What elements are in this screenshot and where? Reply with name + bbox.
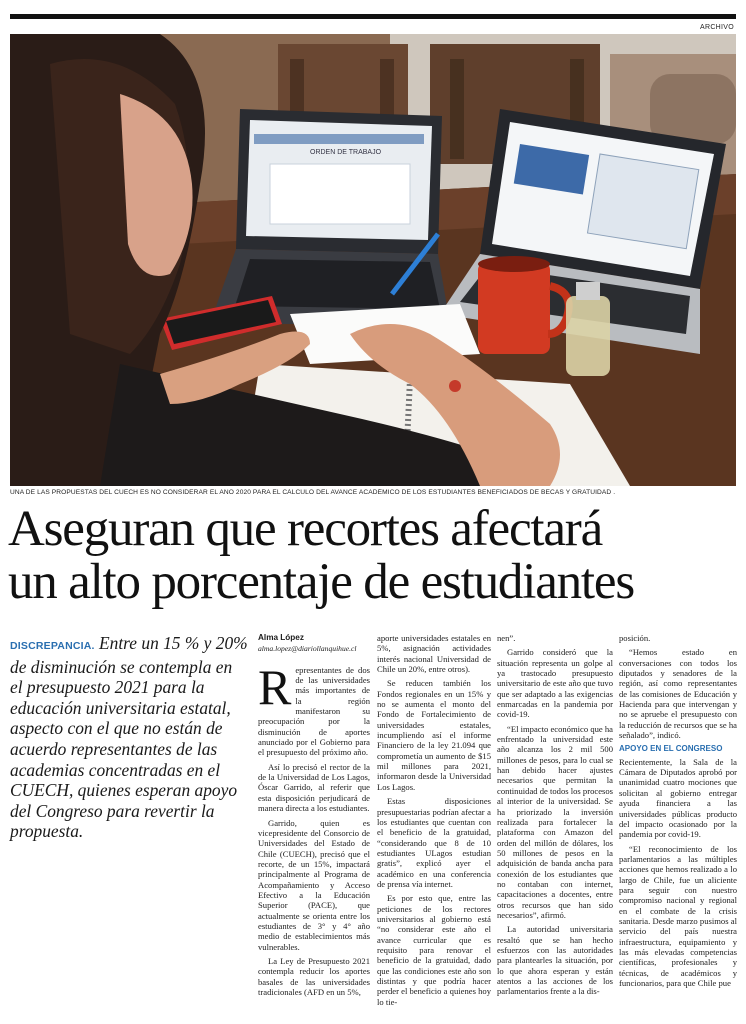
paragraph: nen”. <box>497 633 516 643</box>
article-column-1 <box>258 633 370 1019</box>
paragraph: Recientemente, la Sala de la Cámara de Diputados aprobó por unanimidad cuatro mociones que solicitan al gobierno entregar ayuda financiera a las universidades públicas producto del impacto ocasionado por la pandemia por covid-19. <box>619 756 737 840</box>
paragraph: La Ley de Presupuesto 2021 contempla reducir los aportes basales de las universidades tradicionales (AFD en un 5%, <box>258 955 370 997</box>
paragraph: aporte universidades estatales en 5%, asignación actividades interés nacional Universidad de Chile un 20%, entre otros). <box>377 633 491 675</box>
paragraph: Se reducen también los Fondos regionales en un 15% y no se aumenta el monto del Fondo de Fortalecimiento de universidades estatales, incumpliendo así el informe Financiero de la ley 21.094 que comprometía un aumento de $15 mil millones para 2021, informaron desde la Universidad Los Lagos. <box>377 678 491 792</box>
paragraph: “El impacto económico que ha enfrentado la universidad este año alcanza los 2 mil 500 millones de pesos, para lo cual se han debido hacer ajustes necesarios que permitan la continuidad de todos los procesos al interior de la universidad. Se ha priorizado la inversión realizada para fortalecer la plataforma con Amazon del orden del millón de dólares, los 50 millones de pesos en la adquisición de banda ancha para conexión de los estudiantes que no contaban con internet, capacitaciones a docentes, entre otros recursos que han sido necesarios”, afirmó. <box>497 723 613 920</box>
paragraph: La autoridad universitaria resaltó que se han hecho esfuerzos con las autoridades para plantearles la situación, por lo que ahora esperan y están atentos a las acciones de los parlamentarios frente a la dis- <box>497 924 613 997</box>
article-column-2 <box>377 633 491 1019</box>
paragraph: Es por esto que, entre las peticiones de los rectores universitarios al gobierno está “no considerar este año el avance curricular que es requisito para renovar el beneficio de la gratuidad, dado que las condiciones este año son distintas y que podría hacer perder el beneficio a quienes hoy lo tie- <box>377 893 491 1007</box>
headline-line-1: Aseguran que recortes afectará <box>8 501 603 557</box>
article-headline <box>8 503 742 609</box>
paragraph <box>258 658 370 758</box>
paragraph: Así lo precisó el rector de la de la Universidad de Los Lagos, Óscar Garrido, al referir que esta disposición perjudicará de manera directa a los estudiantes. <box>258 761 370 814</box>
headline-line-2: un alto porcentaje de estudiantes <box>8 554 634 610</box>
photo-caption: UNA DE LAS PROPUESTAS DEL CUECH ES NO CONSIDERAR EL AÑO 2020 PARA EL CÁLCULO DEL AVANCE ACADÉMICO DE LOS ESTUDIANTES BENEFICIADOS DE BECAS Y GRATUIDAD . <box>10 489 616 496</box>
author-email: alma.lopez@diariollanquihue.cl <box>258 644 357 654</box>
paragraph: “Hemos estado en conversaciones con todos los diputados y senadores de la región, así como representantes de las comisiones de Educación y Hacienda para que intervengan y no se apruebe el presupuesto con la reducción de recursos que se ha señalado”, indicó. <box>619 647 737 741</box>
laptop-screen-text: ORDEN DE TRABAJO <box>310 149 382 156</box>
photo-credit-label: ARCHIVO <box>700 24 734 31</box>
lead-tag: DISCREPANCIA. <box>10 640 95 652</box>
article-photo <box>10 34 736 486</box>
paragraph-text: epresentantes de dos de las universidades más importantes de la región manifestaron su preocupación por la disminución de aportes anunciado por el Gobierno para el presupuesto del próximo año. <box>258 664 370 758</box>
section-subhead: APOYO EN EL CONGRESO <box>619 744 723 754</box>
lead-text: Entre un 15 % y 20% de disminución se contempla en el presupuesto 2021 para la educación universitaria estatal, aspecto con el que no están de acuerdo representantes de las academias concentradas en el CUECH, quienes esperan apoyo del Congreso para revertir la propuesta. <box>10 633 248 842</box>
article-lead <box>10 633 248 842</box>
drop-cap: R <box>258 658 292 715</box>
article-column-4 <box>619 633 737 1019</box>
paragraph: Garrido, quien es vicepresidente del Consorcio de Universidades del Estado de Chile (CUECH), precisó que el recorte, de un 15%, impactará principalmente al Programa de Acompañamiento y Acceso Efectivo a la Educación Superior (PACE), que actualmente se orienta entre los estudiantes de 3° y 4° año medio de establecimientos más vulnerables. <box>258 817 370 952</box>
article-column-3 <box>497 633 613 1019</box>
author-name: Alma López <box>258 633 304 642</box>
paragraph: Garrido consideró que la situación representa un golpe al ya trastocado presupuesto universitario de este año que tuvo que ser adaptado a las exigencias enmarcadas en la pandemia por covid-19. <box>497 647 613 720</box>
paragraph: “El reconocimiento de los parlamentarios a las múltiples acciones que hemos realizado a lo largo de Chile, fue un aliciente para seguir con nuestro compromiso nacional y regional en el combate de la crisis sanitaria. Desde marzo pusimos al servicio del país nuestra infraestructura, equipamiento y las más elevadas competencias científicas, profesionales y técnicas, de académicos y funcionarios, para que Chile pue <box>619 843 737 988</box>
paragraph: posición. <box>619 633 651 643</box>
paragraph: Estas disposiciones presupuestarias podrían afectar a los estudiantes que cuentan con el beneficio de la gratuidad, “considerando que 8 de 10 estudiantes ULagos estudian gratis”, explicó ayer el académico en una conferencia de prensa vía internet. <box>377 796 491 889</box>
top-rule <box>10 14 736 19</box>
